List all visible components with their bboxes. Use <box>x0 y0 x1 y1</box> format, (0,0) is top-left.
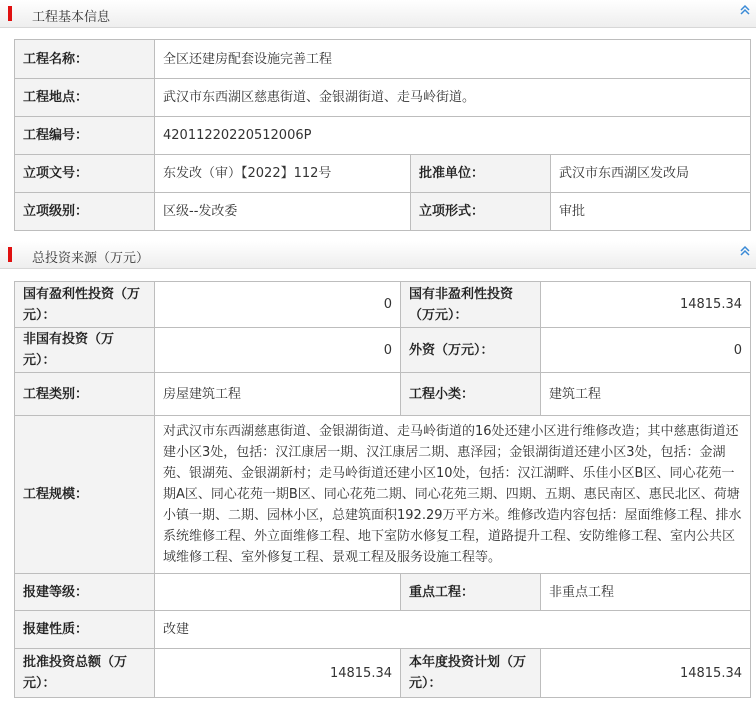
state-profit-investment-label: 国有盈利性投资（万元）： <box>15 282 155 328</box>
approval-form-label: 立项形式： <box>411 193 551 231</box>
section-title: 总投资来源（万元） <box>32 251 150 266</box>
table-row <box>15 611 751 649</box>
non-state-investment-label: 非国有投资（万元）： <box>15 328 155 373</box>
non-state-investment-value: 0 <box>155 328 401 373</box>
state-nonprofit-investment-label: 国有非盈利性投资（万元）： <box>401 282 541 328</box>
section-header-investment <box>0 241 756 269</box>
project-code-label: 工程编号： <box>15 117 155 155</box>
table-row <box>15 79 751 117</box>
project-code-value: 42011220220512006P <box>155 117 751 155</box>
project-scale-label: 工程规模： <box>15 416 155 574</box>
approver-label: 批准单位： <box>411 155 551 193</box>
table-row <box>15 416 751 574</box>
annual-investment-plan-label: 本年度投资计划（万元）： <box>401 649 541 698</box>
table-row <box>15 193 751 231</box>
approver-value: 武汉市东西湖区发改局 <box>551 155 751 193</box>
basic-info-table <box>14 39 751 231</box>
table-row <box>15 40 751 79</box>
report-level-value <box>155 574 401 611</box>
approval-level-value: 区级--发改委 <box>155 193 411 231</box>
table-row <box>15 282 751 328</box>
key-project-value: 非重点工程 <box>541 574 751 611</box>
approved-total-investment-value: 14815.34 <box>155 649 401 698</box>
approved-total-investment-label: 批准投资总额（万元）： <box>15 649 155 698</box>
project-location-value: 武汉市东西湖区慈惠街道、金银湖街道、走马岭街道。 <box>155 79 751 117</box>
approval-form-value: 审批 <box>551 193 751 231</box>
investment-panel <box>0 269 756 716</box>
table-row <box>15 373 751 416</box>
collapse-icon[interactable] <box>738 244 752 258</box>
annual-investment-plan-value: 14815.34 <box>541 649 751 698</box>
collapse-icon[interactable] <box>738 3 752 17</box>
key-project-label: 重点工程： <box>401 574 541 611</box>
report-nature-value: 改建 <box>155 611 751 649</box>
report-level-label: 报建等级： <box>15 574 155 611</box>
section-marker <box>8 247 12 262</box>
state-profit-investment-value: 0 <box>155 282 401 328</box>
report-nature-label: 报建性质： <box>15 611 155 649</box>
approval-doc-label: 立项文号： <box>15 155 155 193</box>
state-nonprofit-investment-value: 14815.34 <box>541 282 751 328</box>
project-location-label: 工程地点： <box>15 79 155 117</box>
project-subcategory-label: 工程小类： <box>401 373 541 416</box>
table-row <box>15 574 751 611</box>
investment-table <box>14 281 751 698</box>
approval-doc-value: 东发改（审）【2022】112号 <box>155 155 411 193</box>
table-row <box>15 117 751 155</box>
foreign-investment-value: 0 <box>541 328 751 373</box>
section-title: 工程基本信息 <box>32 10 111 25</box>
table-row <box>15 649 751 698</box>
project-subcategory-value: 建筑工程 <box>541 373 751 416</box>
project-category-label: 工程类别： <box>15 373 155 416</box>
foreign-investment-label: 外资（万元）： <box>401 328 541 373</box>
section-header-basic-info <box>0 0 756 28</box>
approval-level-label: 立项级别： <box>15 193 155 231</box>
table-row <box>15 328 751 373</box>
project-name-value: 全区还建房配套设施完善工程 <box>155 40 751 79</box>
project-name-label: 工程名称： <box>15 40 155 79</box>
basic-info-panel <box>0 28 756 241</box>
project-category-value: 房屋建筑工程 <box>155 373 401 416</box>
project-scale-value: 对武汉市东西湖慈惠街道、金银湖街道、走马岭街道的16处还建小区进行维修改造；其中慈惠街道还建小区3处，包括：汉江康居一期、汉江康居二期、惠泽园；金银湖街道还建小区3处，包括：金湖苑、银湖苑、金银湖新村；走马岭街道还建小区10处，包括：汉江湖畔、乐佳小区B区、同心花苑一期A区、同心花苑一期B区、同心花苑二期、同心花苑三期、四期、五期、惠民南区、惠民北区、荷塘小镇一期、二期、园林小区，总建筑面积192.29万平方米。维修改造内容包括：屋面维修工程、排水系统维修工程、外立面维修工程、地下室防水修复工程，道路提升工程、安防维修工程、室内公共区域维修工程、室外修复工程、景观工程及服务设施工程等。 <box>155 416 751 574</box>
table-row <box>15 155 751 193</box>
section-marker <box>8 6 12 21</box>
